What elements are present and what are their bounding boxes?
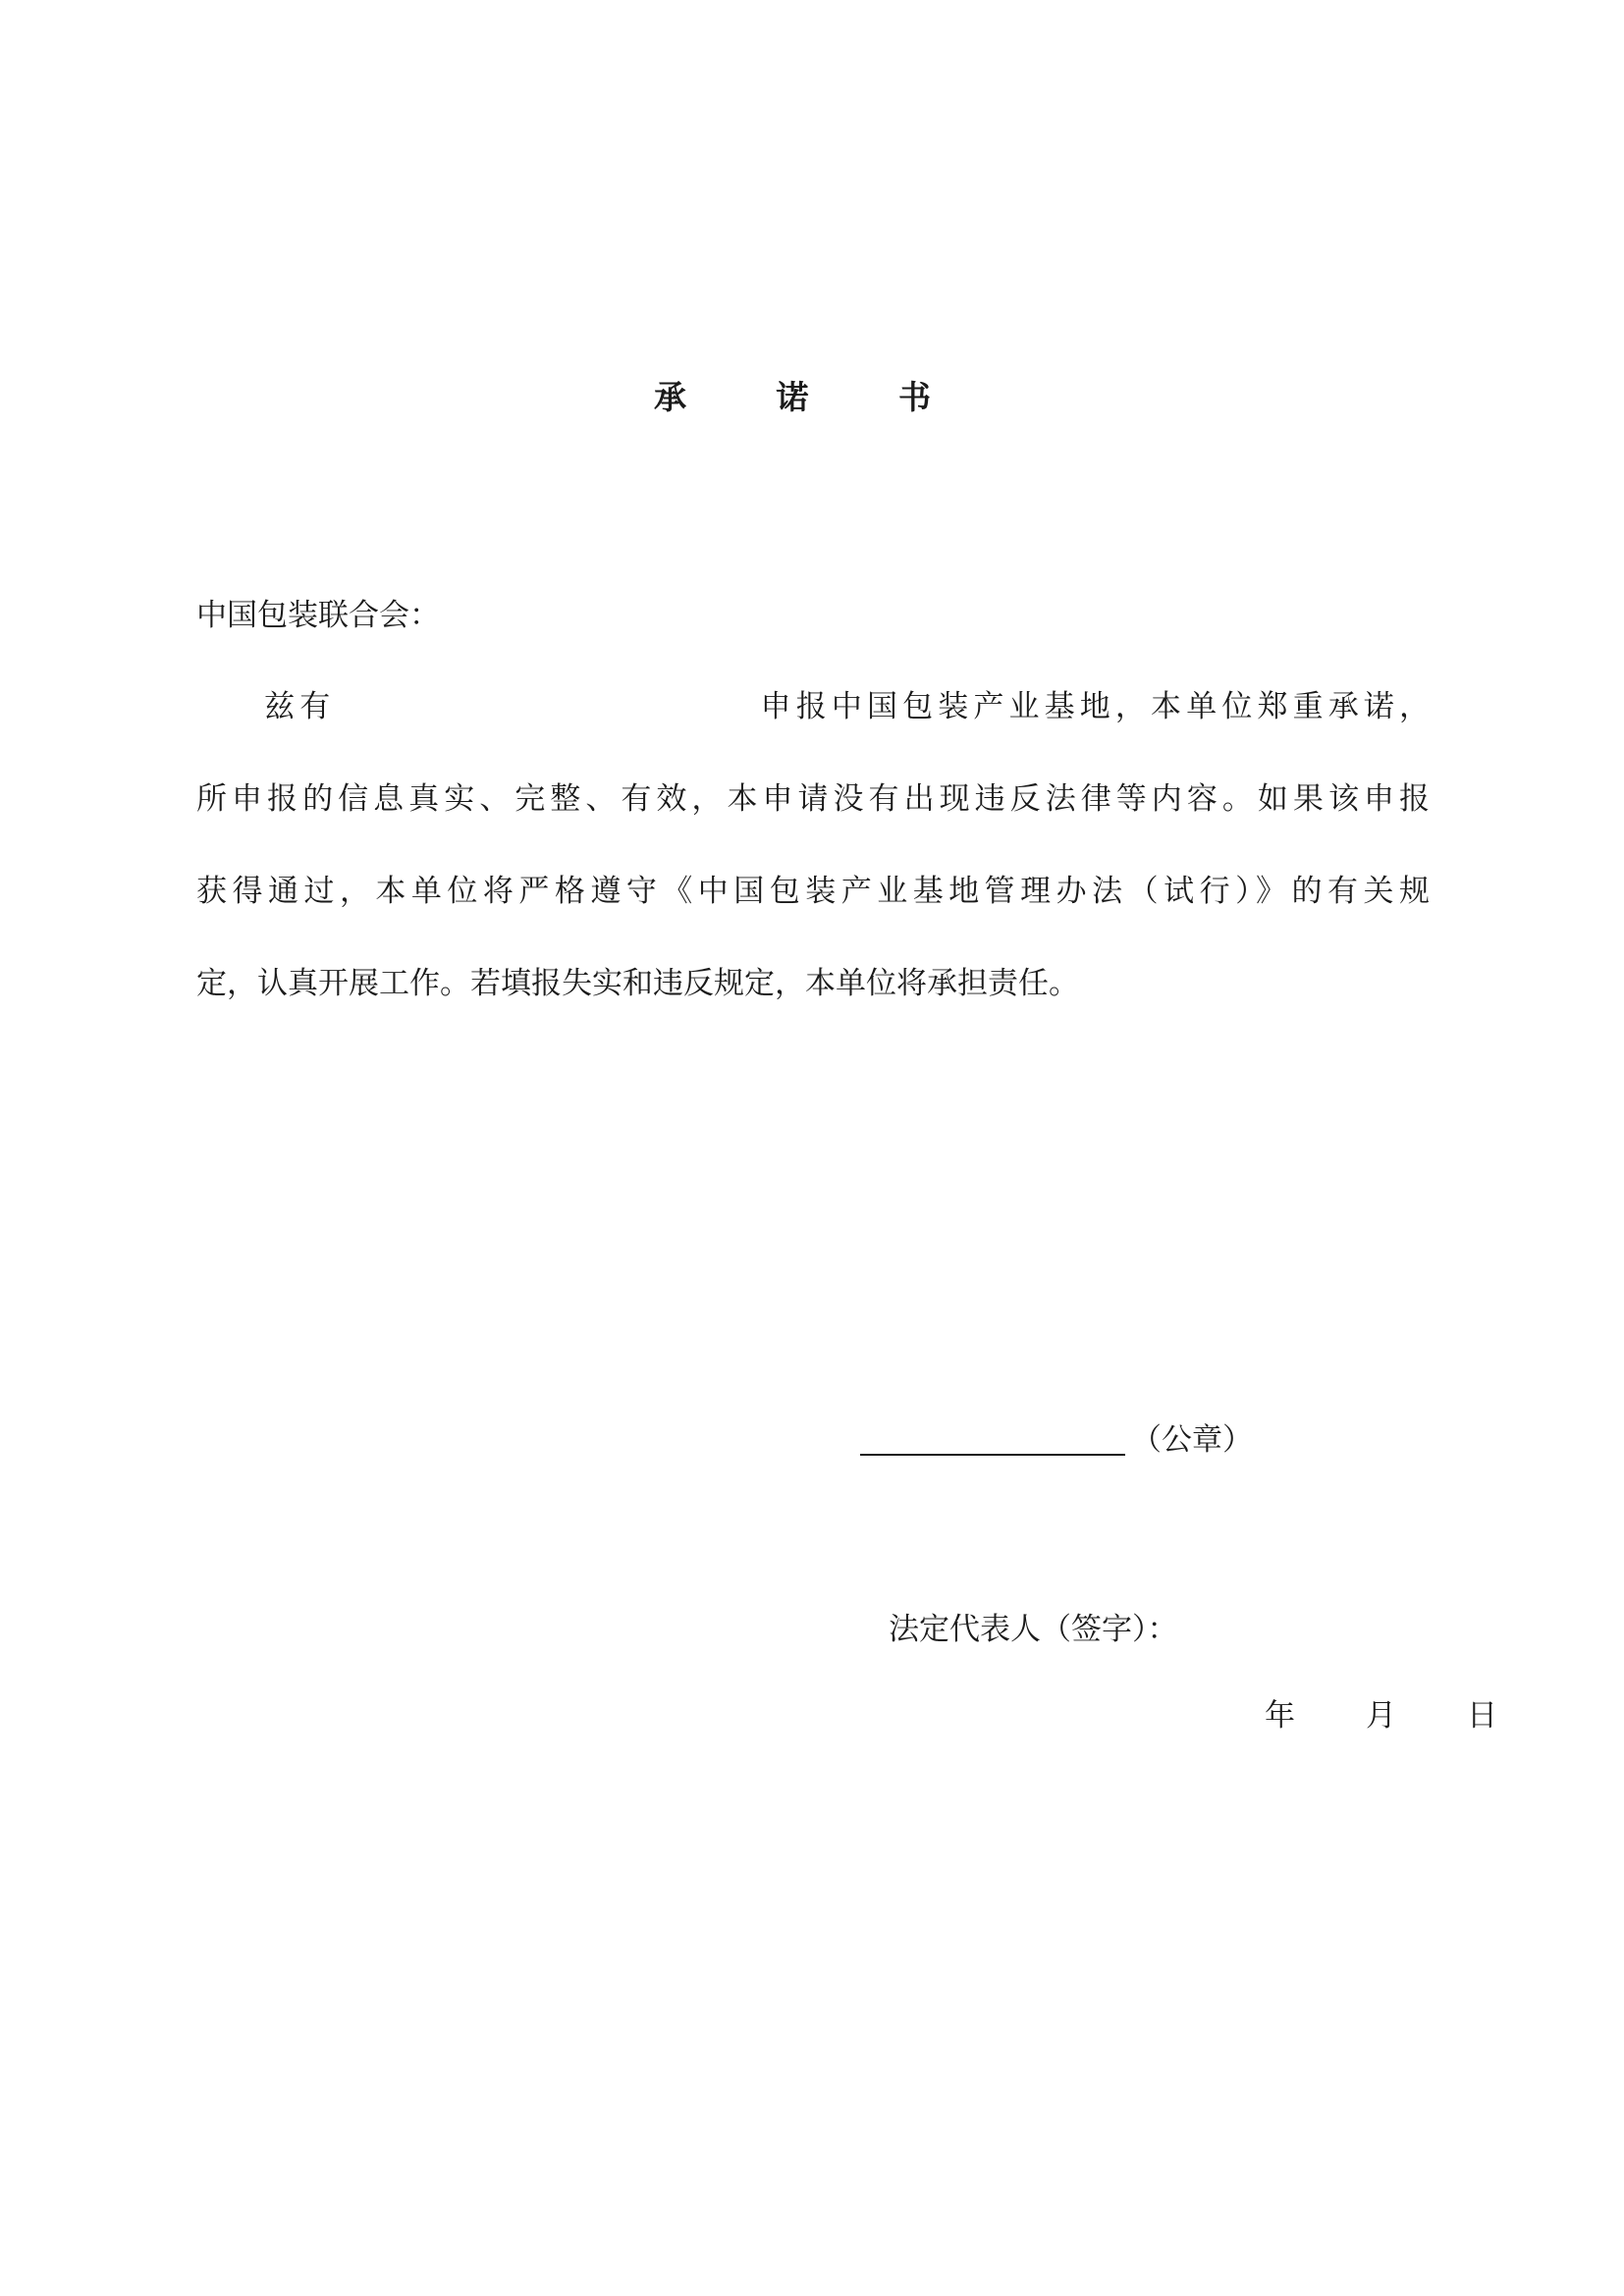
body-line-1-start: 兹有 — [259, 689, 336, 724]
body-line-1 — [196, 684, 1430, 729]
date-year: 年 — [1265, 1698, 1295, 1734]
body-line-1-end: 申报中国包装产业基地，本单位郑重承诺， — [755, 689, 1431, 724]
seal-label: （公章） — [1131, 1422, 1253, 1458]
body-line-3: 获得通过，本单位将严格遵守《中国包装产业基地管理办法（试行）》的有关规 — [196, 874, 1430, 909]
date-row — [1265, 1693, 1497, 1738]
seal-row — [860, 1417, 1253, 1463]
body-line-2: 所申报的信息真实、完整、有效，本申请没有出现违反法律等内容。如果该申报 — [196, 781, 1430, 817]
date-month: 月 — [1366, 1698, 1396, 1734]
document-title: 承 诺 书 — [654, 378, 970, 416]
body-line-4: 定，认真开展工作。若填报失实和违反规定，本单位将承担责任。 — [196, 966, 1079, 1001]
seal-signature-line — [860, 1454, 1125, 1456]
date-day: 日 — [1467, 1698, 1497, 1734]
salutation: 中国包装联合会： — [196, 598, 440, 633]
legal-representative-label: 法定代表人（签字）： — [889, 1612, 1178, 1647]
